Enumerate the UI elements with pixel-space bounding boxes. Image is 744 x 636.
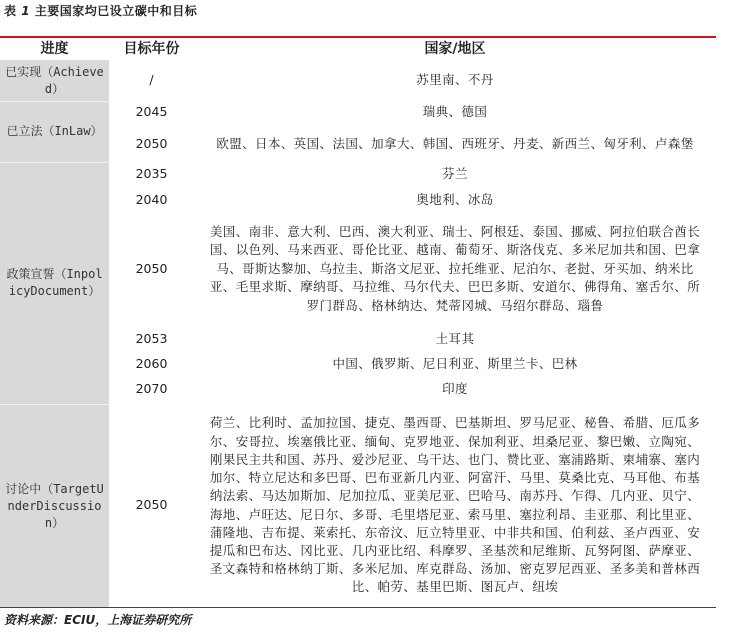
year-cell: /	[149, 71, 154, 87]
countries-cell: 芬兰	[442, 165, 468, 181]
year-cell: 2035	[135, 165, 168, 181]
header-year: 目标年份	[123, 41, 180, 57]
countries-cell: 荷兰、比利时、孟加拉国、捷克、墨西哥、巴基斯坦、罗马尼亚、秘鲁、希腊、厄瓜多尔、安哥拉、埃塞俄比亚、缅甸、克罗地亚、保加利亚、坦桑尼亚、黎巴嫩、立陶宛、刚果民主共和国、苏丹、爱沙尼亚、乌干达、也门、赞比亚、塞浦路斯、柬埔寨、塞内加尔、特立尼达和多巴哥、巴布亚新几内亚、阿富汗、马里、莫桑比克、马耳他、布基纳法索、马达加斯加、尼加拉瓜、亚美尼亚、巴哈马、南苏丹、乍得、几内亚、贝宁、海地、卢旺达、尼日尔、多哥、毛里塔尼亚、索马里、塞拉利昂、圭亚那、利比里亚、蒲隆地、吉布提、莱索托、东帝汶、厄立特里亚、中非共和国、伯利兹、圣卢西亚、安提瓜和巴布达、冈比亚、几内亚比绍、科摩罗、圣基茨和尼维斯、瓦努阿图、萨摩亚、圣文森特和格林纳丁斯、多米尼加、库克群岛、汤加、密克罗尼西亚、圣多美和普林西比、帕劳、基里巴斯、图瓦卢、纽埃	[209, 415, 701, 595]
table-bottom-rule	[0, 607, 716, 608]
progress-achieved: 已实现（Achieved）	[5, 65, 104, 96]
progress-inlaw: 已立法（InLaw）	[6, 123, 103, 138]
countries-cell: 土耳其	[435, 330, 475, 346]
year-cell: 2053	[135, 330, 168, 346]
countries-cell: 奥地利、冰岛	[416, 191, 494, 207]
source-note: 资料来源：ECIU，上海证券研究所	[4, 613, 192, 627]
title-number: 1	[21, 4, 31, 18]
countries-cell: 瑞典、德国	[422, 103, 488, 119]
progress-discussion: 讨论中（TargetUnderDiscussion）	[5, 481, 104, 530]
year-cell: 2040	[135, 191, 168, 207]
header-countries: 国家/地区	[424, 41, 486, 57]
year-cell: 2050	[135, 260, 168, 276]
progress-inpolicy: 政策宣誓（InpolicyDocument）	[6, 267, 103, 298]
year-cell: 2050	[135, 497, 168, 513]
header-progress: 进度	[40, 41, 69, 57]
countries-cell: 中国、俄罗斯、尼日利亚、斯里兰卡、巴林	[332, 355, 578, 371]
year-cell: 2060	[135, 355, 168, 371]
year-cell: 2070	[135, 380, 168, 396]
table-title	[4, 2, 197, 19]
countries-cell: 美国、南非、意大利、巴西、澳大利亚、瑞士、阿根廷、泰国、挪威、阿拉伯联合酋长国、以色列、马来西亚、哥伦比亚、越南、葡萄牙、斯洛伐克、多米尼加共和国、巴拿马、哥斯达黎加、乌拉圭、斯洛文尼亚、拉托维亚、尼泊尔、老挝、牙买加、纳米比亚、毛里求斯、摩纳哥、马拉维、马尔代夫、巴巴多斯、安道尔、佛得角、塞舌尔、所罗门群岛、格林纳达、梵蒂冈城、马绍尔群岛、瑙鲁	[209, 223, 701, 313]
countries-cell: 印度	[442, 380, 468, 396]
title-text: 主要国家均已设立碳中和目标	[34, 4, 198, 18]
countries-cell: 苏里南、不丹	[416, 71, 494, 87]
countries-cell: 欧盟、日本、英国、法国、加拿大、韩国、西班牙、丹麦、新西兰、匈牙利、卢森堡	[216, 135, 694, 151]
year-cell: 2045	[135, 103, 168, 119]
year-cell: 2050	[135, 135, 168, 151]
title-prefix: 表	[4, 4, 17, 18]
